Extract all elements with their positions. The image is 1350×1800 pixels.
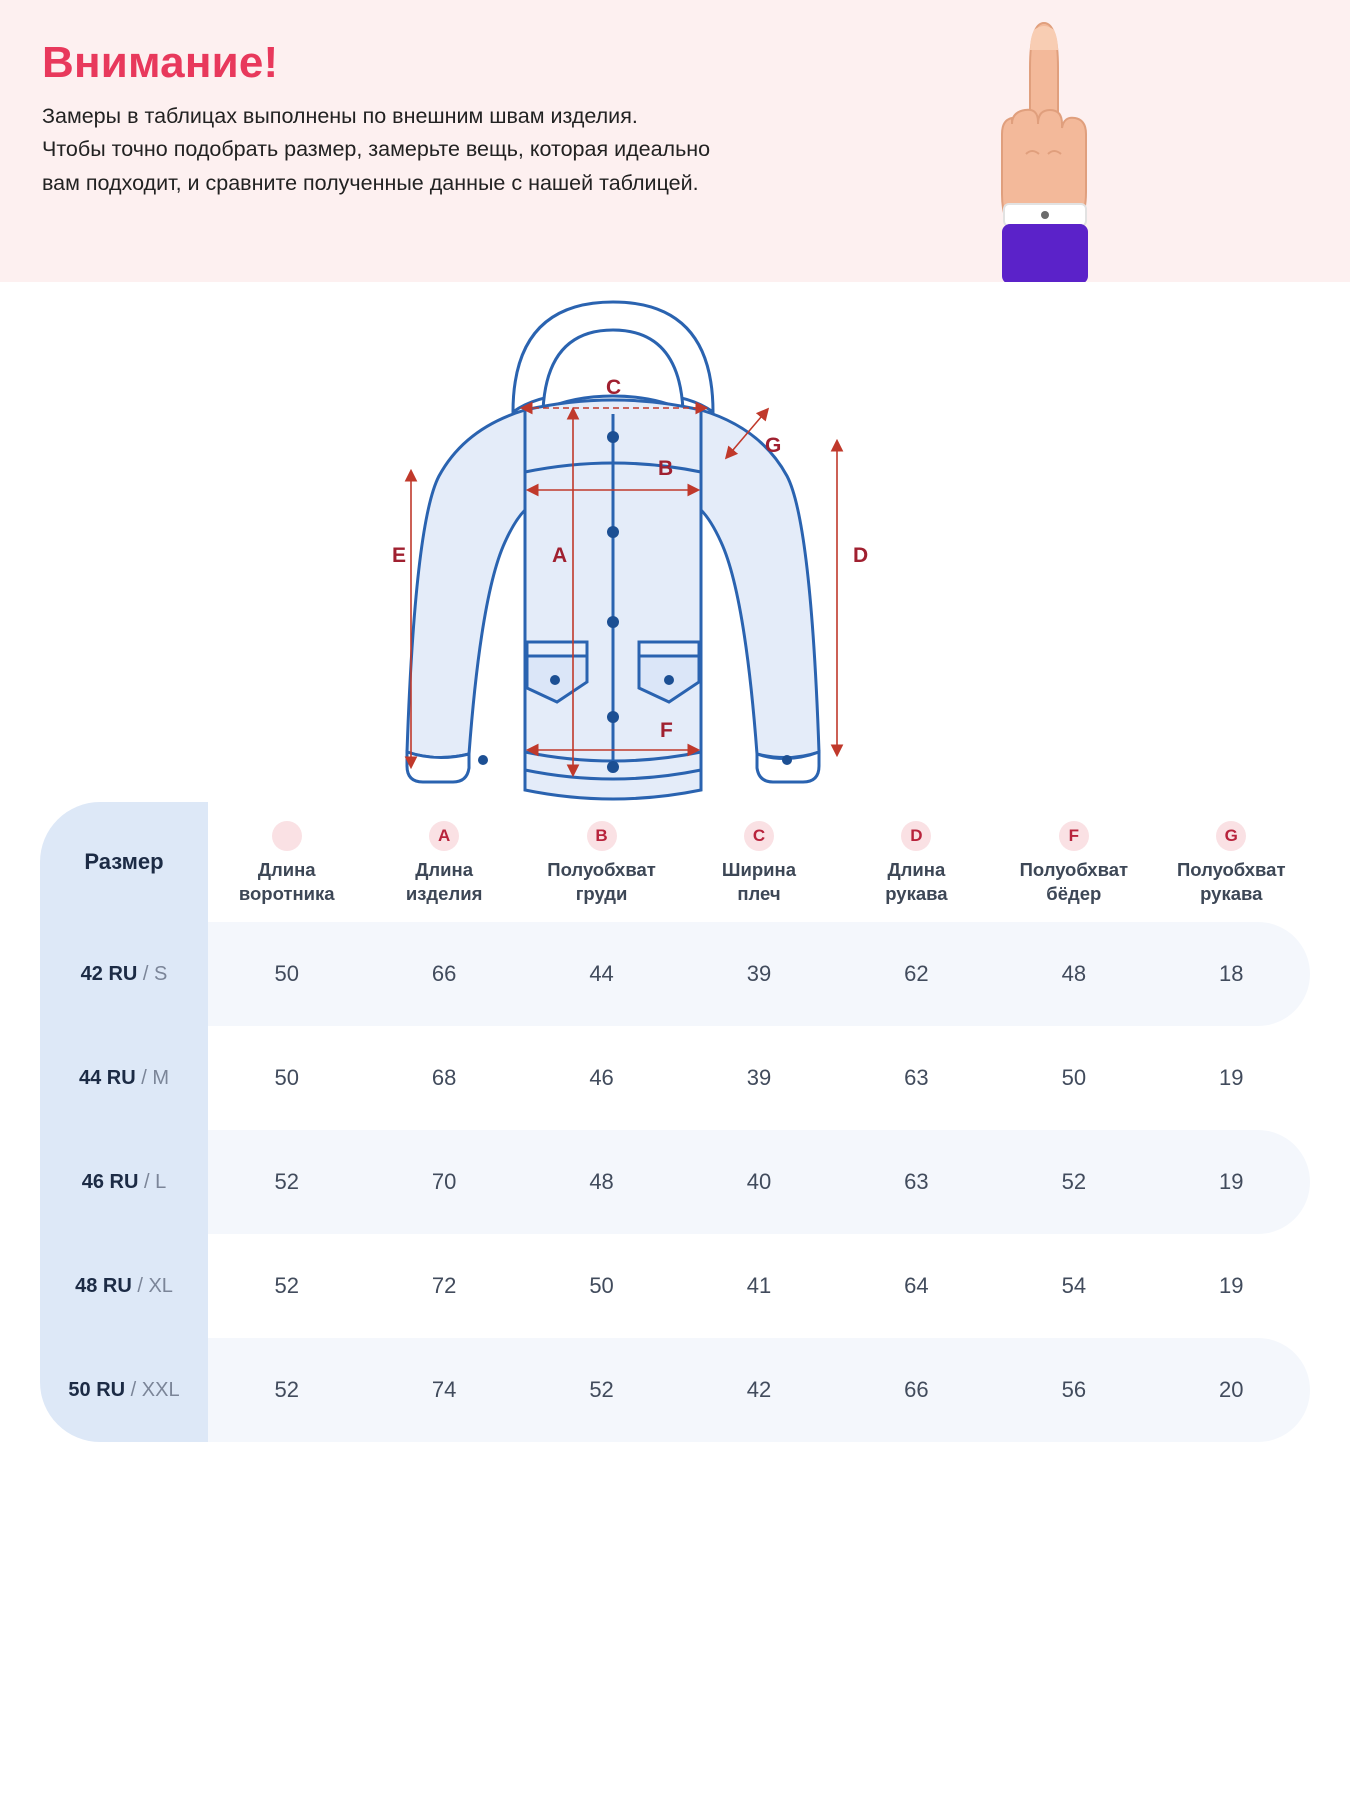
label-G: G (765, 434, 782, 457)
cell-chest: 48 (523, 1130, 680, 1234)
header-sleeve-line2: рукава (885, 882, 948, 904)
header-col-chest (523, 802, 680, 922)
cell-collar: 50 (274, 1065, 299, 1090)
badge-B: B (587, 821, 617, 851)
table-row (40, 1234, 1310, 1338)
row-size-intl: / XL (137, 1274, 173, 1297)
cell-sleeve-girth: 20 (1153, 1338, 1310, 1442)
cell-hips: 54 (1061, 1273, 1087, 1298)
cell-hips: 56 (995, 1338, 1152, 1442)
badge-collar (272, 821, 302, 851)
cell-sleeve: 64 (904, 1273, 929, 1298)
cell-hips: 48 (995, 922, 1152, 1026)
header-col-hips (995, 802, 1152, 922)
jacket-diagram-svg (275, 282, 1075, 802)
cell-length: 68 (431, 1065, 457, 1090)
label-B: B (658, 457, 674, 480)
cell-sleeve: 66 (838, 1338, 995, 1442)
notice-title: Внимание! (42, 38, 279, 87)
row-size-intl: / S (142, 962, 168, 985)
cell-sleeve-girth: 19 (1153, 1130, 1310, 1234)
header-size: Размер (40, 802, 208, 922)
jacket-diagram (0, 282, 1350, 802)
header-col-shoulders (680, 802, 837, 922)
pointing-hand-icon (990, 8, 1100, 298)
header-chest-line2: груди (575, 882, 628, 904)
row-size-ru: 46 RU (81, 1170, 139, 1193)
table-row (40, 1338, 1310, 1442)
notice-text (42, 100, 1052, 200)
header-hips-line2: бёдер (1046, 882, 1102, 904)
notice-banner (0, 0, 1350, 282)
size-table (40, 802, 1310, 1442)
row-size-intl: / XXL (130, 1378, 180, 1401)
badge-A: A (429, 821, 459, 851)
header-collar-line1: Длина (257, 859, 316, 881)
header-col-sleeve (838, 802, 995, 922)
table-row (40, 922, 1310, 1026)
row-size-intl: / M (141, 1066, 170, 1089)
cell-sleeve: 63 (904, 1065, 929, 1090)
header-length-line1: Длина (415, 859, 474, 881)
row-size-48 (40, 1234, 208, 1338)
row-size-46 (40, 1130, 208, 1234)
header-sleeve-line1: Длина (887, 859, 946, 881)
header-hips-line1: Полуобхват (1019, 859, 1129, 881)
header-collar-line2: воротника (238, 882, 335, 904)
cell-collar: 52 (208, 1338, 365, 1442)
label-F: F (660, 719, 673, 742)
cell-sleeve-girth: 19 (1219, 1273, 1244, 1298)
table-row (40, 1026, 1310, 1130)
notice-line-2: Чтобы точно подобрать размер, замерьте вещь, которая идеально (42, 137, 711, 162)
table-row (40, 1130, 1310, 1234)
label-A: A (552, 544, 568, 567)
cell-shoulders: 42 (680, 1338, 837, 1442)
header-sleeve-girth-line2: рукава (1200, 882, 1263, 904)
cell-length: 74 (365, 1338, 522, 1442)
row-size-50 (40, 1338, 208, 1442)
badge-F: F (1059, 821, 1089, 851)
cell-collar: 52 (208, 1130, 365, 1234)
cell-collar: 50 (208, 922, 365, 1026)
header-shoulders-line1: Ширина (721, 859, 797, 881)
cell-length: 72 (431, 1273, 457, 1298)
cell-sleeve-girth: 18 (1153, 922, 1310, 1026)
header-col-sleeve-girth (1153, 802, 1310, 922)
header-chest-line1: Полуобхват (547, 859, 656, 881)
header-shoulders-line2: плеч (737, 882, 781, 904)
cell-hips: 50 (1061, 1065, 1087, 1090)
cell-chest: 52 (523, 1338, 680, 1442)
cell-hips: 52 (995, 1130, 1152, 1234)
cell-chest: 50 (589, 1273, 614, 1298)
header-sleeve-girth-line1: Полуобхват (1177, 859, 1286, 881)
cell-shoulders: 39 (680, 922, 837, 1026)
header-col-collar (208, 802, 365, 922)
label-E: E (392, 544, 407, 567)
row-size-ru: 48 RU (75, 1274, 132, 1297)
badge-G: G (1216, 821, 1246, 851)
notice-line-3: вам подходит, и сравните полученные данные с нашей таблицей. (42, 170, 699, 195)
cell-sleeve-girth: 19 (1219, 1065, 1244, 1090)
row-size-42 (40, 922, 208, 1026)
cell-chest: 44 (523, 922, 680, 1026)
badge-C: C (744, 821, 774, 851)
cell-shoulders: 39 (746, 1065, 772, 1090)
row-size-44 (40, 1026, 208, 1130)
cell-shoulders: 40 (680, 1130, 837, 1234)
badge-D: D (901, 821, 931, 851)
row-size-ru: 42 RU (80, 962, 138, 985)
cell-chest: 46 (589, 1065, 614, 1090)
cell-sleeve: 63 (838, 1130, 995, 1234)
header-col-length (365, 802, 522, 922)
row-size-ru: 50 RU (68, 1378, 126, 1401)
cell-collar: 52 (274, 1273, 299, 1298)
cell-length: 66 (365, 922, 522, 1026)
header-length-line2: изделия (405, 882, 483, 904)
cell-length: 70 (365, 1130, 522, 1234)
row-size-intl: / L (144, 1170, 167, 1193)
table-header-row (40, 802, 1310, 922)
label-D: D (853, 544, 869, 567)
cell-sleeve: 62 (838, 922, 995, 1026)
label-C: C (606, 376, 622, 399)
notice-line-1: Замеры в таблицах выполнены по внешним швам изделия. (42, 104, 638, 128)
size-table-wrap (0, 802, 1350, 1442)
row-size-ru: 44 RU (78, 1066, 136, 1089)
cell-shoulders: 41 (746, 1273, 772, 1298)
